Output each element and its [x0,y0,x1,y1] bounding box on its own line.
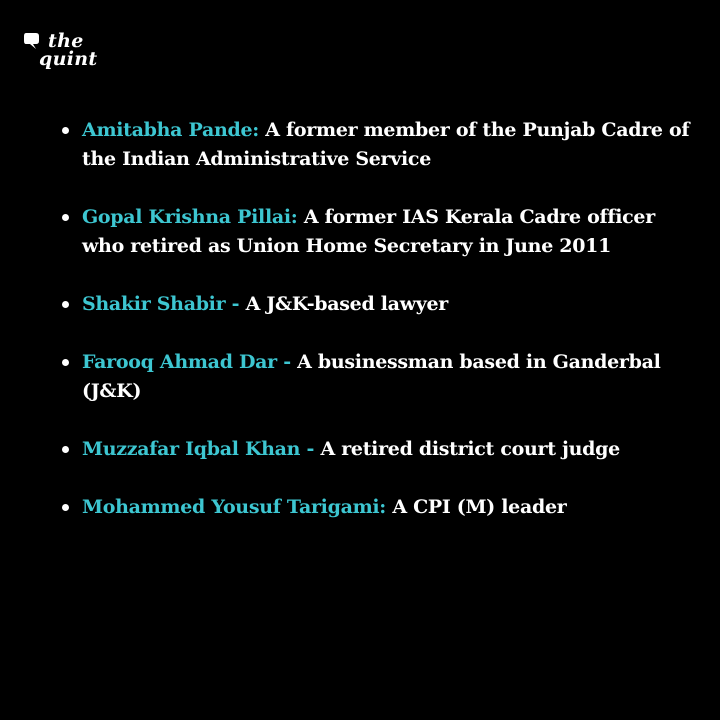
person-name: Amitabha Pande: [82,119,259,141]
bullet-icon [62,127,69,134]
person-name: Mohammed Yousuf Tarigami: [82,496,387,518]
logo-text-the: the [48,30,84,52]
person-description: A J&K-based lawyer [245,293,448,315]
bullet-icon [62,504,69,511]
list-item [62,348,702,406]
people-list [62,116,702,551]
list-item [62,290,702,319]
the-quint-logo [24,28,104,72]
separator: - [225,293,240,315]
bullet-icon [62,301,69,308]
list-item [62,116,702,174]
person-description: A retired district court judge [320,438,620,460]
person-description: A CPI (M) leader [392,496,567,518]
person-description: A businessman based in Ganderbal (J&K) [82,351,661,402]
bullet-icon [62,446,69,453]
separator: - [300,438,315,460]
person-description: A former member of the Punjab Cadre of the Indian Administrative Service [82,119,690,170]
bullet-icon [62,359,69,366]
person-description: A former IAS Kerala Cadre officer who retired as Union Home Secretary in June 2011 [82,206,655,257]
bullet-icon [62,214,69,221]
separator: - [276,351,291,373]
person-name: Gopal Krishna Pillai: [82,206,298,228]
person-name: Shakir Shabir [82,293,226,315]
list-item [62,435,702,464]
logo-text-quint: quint [39,48,98,70]
list-item [62,203,702,261]
person-name: Farooq Ahmad Dar [82,351,277,373]
quote-mark-icon [24,32,40,50]
list-item [62,493,702,522]
person-name: Muzzafar Iqbal Khan [82,438,301,460]
